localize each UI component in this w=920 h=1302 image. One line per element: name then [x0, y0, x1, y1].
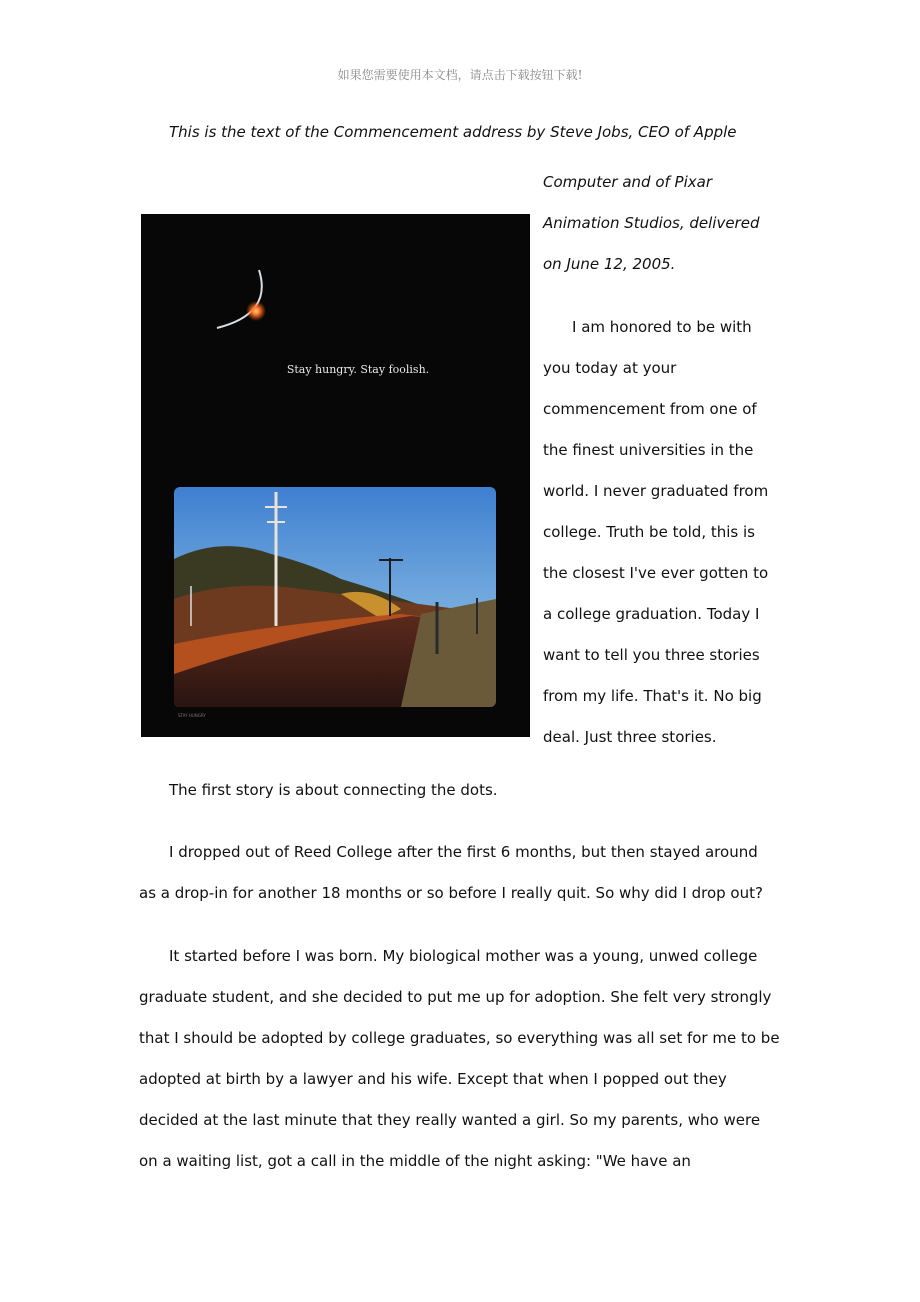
- paragraph-line: I am honored to be with: [572, 318, 752, 336]
- paragraph-line: the closest I've ever gotten to: [543, 564, 769, 582]
- paragraph-line: adopted at birth by a lawyer and his wife. Except that when I popped out they: [139, 1070, 727, 1088]
- stay-hungry-photo: [141, 214, 530, 737]
- intro-continued: [543, 162, 813, 285]
- photo-caption: Stay hungry. Stay foolish.: [286, 363, 430, 376]
- paragraph-line: on a waiting list, got a call in the middle of the night asking: "We have an: [139, 1152, 691, 1170]
- paragraph-line: that I should be adopted by college graduates, so everything was all set for me to be: [139, 1029, 780, 1047]
- photo-small-print: STAY HUNGRY: [178, 713, 206, 718]
- paragraph-line: decided at the last minute that they really wanted a girl. So my parents, who were: [139, 1111, 761, 1129]
- paragraph-line: I dropped out of Reed College after the first 6 months, but then stayed around: [169, 843, 758, 861]
- download-notice: 如果您需要使用本文档，请点击下载按钮下载!: [337, 68, 583, 82]
- paragraph-adoption: [139, 936, 789, 1182]
- side-paragraph: [543, 307, 813, 758]
- road-landscape: [174, 487, 496, 707]
- intro-line: Animation Studios, delivered: [543, 214, 760, 232]
- paragraph-line: The first story is about connecting the dots.: [169, 781, 498, 799]
- paragraph-line: you today at your: [543, 359, 677, 377]
- eclipse-icon: [217, 270, 266, 328]
- paragraph-line: graduate student, and she decided to put me up for adoption. She felt very strongly: [139, 988, 772, 1006]
- intro-line: on June 12, 2005.: [543, 255, 676, 273]
- paragraph-line: deal. Just three stories.: [543, 728, 717, 746]
- paragraph-line: from my life. That's it. No big: [543, 687, 762, 705]
- intro-line: Computer and of Pixar: [543, 173, 712, 191]
- paragraph-line: It started before I was born. My biological mother was a young, unwed college: [169, 947, 758, 965]
- paragraph-line: college. Truth be told, this is: [543, 523, 755, 541]
- paragraph-line: want to tell you three stories: [543, 646, 760, 664]
- paragraph-connecting-dots: [139, 770, 789, 811]
- paragraph-line: as a drop-in for another 18 months or so before I really quit. So why did I drop out?: [139, 884, 763, 902]
- paragraph-line: world. I never graduated from: [543, 482, 769, 500]
- intro-line: This is the text of the Commencement address by Steve Jobs, CEO of Apple: [169, 123, 737, 141]
- paragraph-dropped-out: [139, 832, 789, 914]
- paragraph-line: the finest universities in the: [543, 441, 754, 459]
- paragraph-line: commencement from one of: [543, 400, 757, 418]
- paragraph-line: a college graduation. Today I: [543, 605, 760, 623]
